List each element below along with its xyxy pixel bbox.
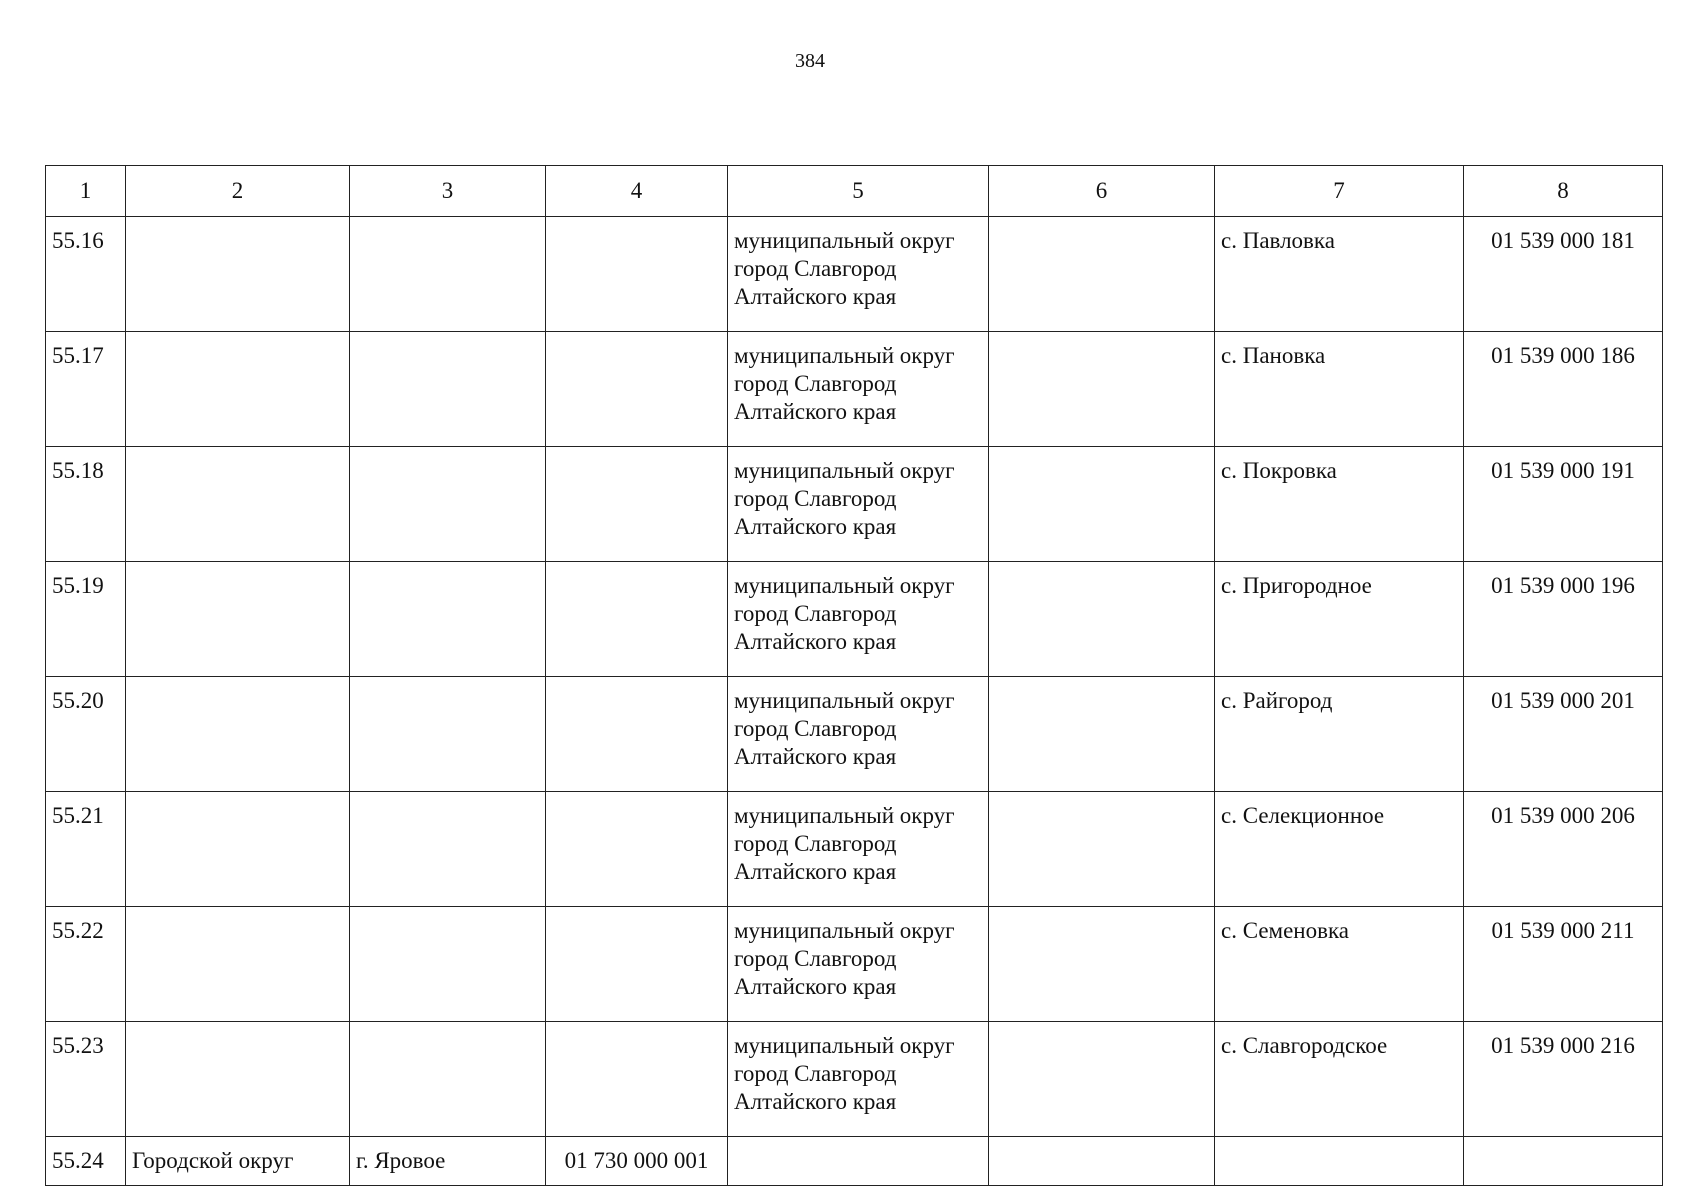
settlement-cell: с. Селекционное [1215,792,1464,907]
municipality-cell: муниципальный округ город Славгород Алтайского края [728,1022,989,1137]
cell-col-3 [350,447,546,562]
cell-col-4 [546,447,728,562]
header-col-8: 8 [1464,166,1663,217]
row-number: 55.24 [46,1137,126,1186]
settlement-cell: с. Покровка [1215,447,1464,562]
cell-col-2 [126,677,350,792]
cell-col-8 [1464,1137,1663,1186]
oktmo-code-cell: 01 539 000 191 [1464,447,1663,562]
cell-col-4 [546,792,728,907]
table-row [46,217,1663,332]
cell-col-4 [546,907,728,1022]
settlement-cell: с. Павловка [1215,217,1464,332]
registry-table [45,165,1663,1186]
cell-col-6 [989,447,1215,562]
settlement-cell: с. Славгородское [1215,1022,1464,1137]
page-number: 384 [795,50,825,72]
municipality-cell: муниципальный округ город Славгород Алтайского края [728,677,989,792]
header-col-7: 7 [1215,166,1464,217]
cell-col-6 [989,792,1215,907]
cell-col-2 [126,447,350,562]
row-number: 55.16 [46,217,126,332]
municipality-cell: муниципальный округ город Славгород Алтайского края [728,217,989,332]
cell-col-2 [126,332,350,447]
cell-col-4 [546,1022,728,1137]
header-col-4: 4 [546,166,728,217]
oktmo-code-cell: 01 539 000 181 [1464,217,1663,332]
cell-col-6 [989,217,1215,332]
cell-col-3 [350,907,546,1022]
table-row [46,1137,1663,1186]
oktmo-code-cell: 01 539 000 216 [1464,1022,1663,1137]
settlement-cell: с. Райгород [1215,677,1464,792]
cell-col-6 [989,1022,1215,1137]
cell-col-6 [989,332,1215,447]
municipality-cell: муниципальный округ город Славгород Алтайского края [728,792,989,907]
municipality-name-cell: г. Яровое [350,1137,546,1186]
header-col-6: 6 [989,166,1215,217]
settlement-cell: с. Пригородное [1215,562,1464,677]
cell-col-3 [350,792,546,907]
table-row [46,1022,1663,1137]
cell-col-3 [350,217,546,332]
oktmo-code-cell: 01 539 000 211 [1464,907,1663,1022]
cell-col-2 [126,217,350,332]
cell-col-3 [350,677,546,792]
row-number: 55.17 [46,332,126,447]
table-row [46,907,1663,1022]
oktmo-code-cell: 01 539 000 201 [1464,677,1663,792]
row-number: 55.18 [46,447,126,562]
header-col-2: 2 [126,166,350,217]
header-col-5: 5 [728,166,989,217]
oktmo-code-cell: 01 730 000 001 [546,1137,728,1186]
cell-col-6 [989,1137,1215,1186]
cell-col-4 [546,677,728,792]
cell-col-6 [989,677,1215,792]
cell-col-4 [546,562,728,677]
header-col-1: 1 [46,166,126,217]
table-row [46,677,1663,792]
cell-col-2 [126,562,350,677]
table-row [46,792,1663,907]
cell-col-2 [126,792,350,907]
row-number: 55.22 [46,907,126,1022]
municipality-type-cell: Городской округ [126,1137,350,1186]
cell-col-7 [1215,1137,1464,1186]
cell-col-3 [350,332,546,447]
row-number: 55.23 [46,1022,126,1137]
header-col-3: 3 [350,166,546,217]
row-number: 55.19 [46,562,126,677]
municipality-cell: муниципальный округ город Славгород Алтайского края [728,907,989,1022]
municipality-cell: муниципальный округ город Славгород Алтайского края [728,332,989,447]
settlement-cell: с. Пановка [1215,332,1464,447]
cell-col-6 [989,907,1215,1022]
table-row [46,332,1663,447]
cell-col-2 [126,907,350,1022]
oktmo-code-cell: 01 539 000 196 [1464,562,1663,677]
oktmo-code-cell: 01 539 000 206 [1464,792,1663,907]
header-row [46,166,1663,217]
row-number: 55.21 [46,792,126,907]
cell-col-5 [728,1137,989,1186]
table-row [46,447,1663,562]
cell-col-4 [546,332,728,447]
cell-col-6 [989,562,1215,677]
table-row [46,562,1663,677]
cell-col-3 [350,562,546,677]
oktmo-code-cell: 01 539 000 186 [1464,332,1663,447]
cell-col-4 [546,217,728,332]
municipality-cell: муниципальный округ город Славгород Алтайского края [728,562,989,677]
municipality-cell: муниципальный округ город Славгород Алтайского края [728,447,989,562]
cell-col-2 [126,1022,350,1137]
row-number: 55.20 [46,677,126,792]
cell-col-3 [350,1022,546,1137]
settlement-cell: с. Семеновка [1215,907,1464,1022]
